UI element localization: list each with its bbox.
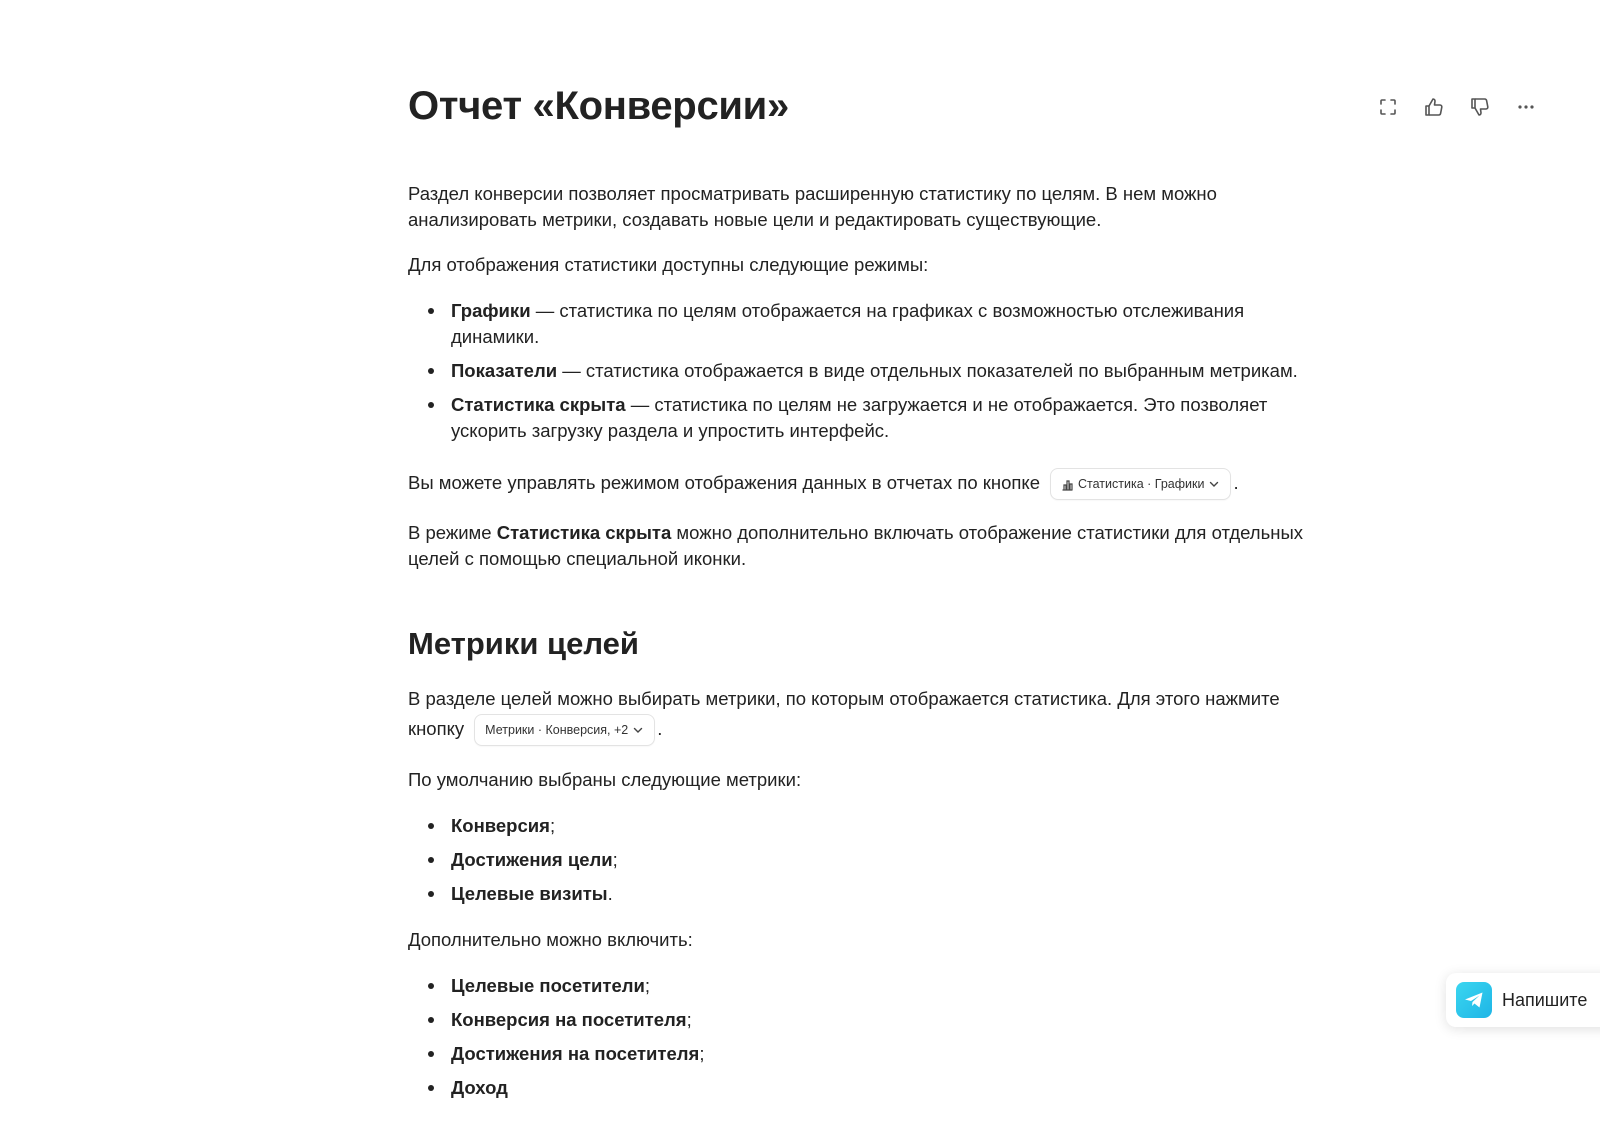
list-item bbox=[451, 1007, 1328, 1033]
list-item-tail: ; bbox=[686, 1009, 692, 1031]
statistics-mode-label: Статистика · Графики bbox=[1078, 477, 1205, 492]
list-item bbox=[451, 392, 1328, 444]
metrics-paragraph bbox=[408, 684, 1328, 746]
list-item bbox=[451, 847, 1328, 873]
hidden-mode-after: можно дополнительно включать отображение статистики для отдельных целей с помощью специальной иконки. bbox=[408, 522, 1303, 570]
list-item-tail: ; bbox=[699, 1043, 705, 1065]
list-item bbox=[451, 358, 1328, 384]
telegram-icon bbox=[1456, 982, 1492, 1018]
list-item-tail: ; bbox=[612, 849, 618, 871]
dislike-button[interactable] bbox=[1467, 94, 1493, 120]
page-title: Отчет «Конверсии» bbox=[408, 84, 789, 128]
list-item-term: Целевые посетители bbox=[451, 975, 645, 997]
fullscreen-button[interactable] bbox=[1375, 94, 1401, 120]
section-heading: Метрики целей bbox=[408, 626, 639, 662]
manage-tail: . bbox=[1233, 472, 1239, 493]
list-item bbox=[451, 1041, 1328, 1067]
modes-intro: Для отображения статистики доступны следующие режимы: bbox=[408, 254, 929, 275]
list-item-term: Графики bbox=[451, 300, 531, 321]
list-item bbox=[451, 881, 1328, 907]
list-item-text: — статистика отображается в виде отдельных показателей по выбранным метрикам. bbox=[557, 360, 1298, 381]
statistics-mode-button[interactable] bbox=[1050, 468, 1231, 500]
chevron-down-icon bbox=[1208, 478, 1220, 490]
list-item-term: Достижения цели bbox=[451, 849, 613, 871]
intro-paragraph: Раздел конверсии позволяет просматривать расширенную статистику по целям. В нем можно анализировать метрики, создавать новые цели и редактировать существующие. bbox=[408, 183, 1217, 230]
list-item bbox=[451, 973, 1328, 999]
list-item-term: Доход bbox=[451, 1077, 508, 1099]
list-item-term: Достижения на посетителя bbox=[451, 1043, 700, 1065]
list-item-term: Статистика скрыта bbox=[451, 394, 626, 415]
list-item-tail: ; bbox=[644, 975, 651, 997]
list-item bbox=[451, 298, 1328, 350]
metrics-tail: . bbox=[657, 718, 663, 740]
list-item-term: Показатели bbox=[451, 360, 558, 381]
hidden-mode-term: Статистика скрыта bbox=[496, 522, 672, 544]
metrics-text: В разделе целей можно выбирать метрики, по которым отображается статистика. Для этого нажмите кнопку bbox=[408, 688, 1280, 740]
thumbs-down-icon bbox=[1469, 96, 1491, 118]
modes-list bbox=[408, 298, 1328, 444]
list-item-tail: . bbox=[607, 883, 613, 905]
manage-paragraph bbox=[408, 468, 1328, 500]
list-item bbox=[451, 813, 1328, 839]
chat-widget-button[interactable] bbox=[1446, 973, 1600, 1027]
more-icon bbox=[1516, 97, 1536, 117]
hidden-mode-paragraph bbox=[408, 520, 1328, 572]
thumbs-up-icon bbox=[1423, 96, 1445, 118]
chat-widget-label: Напишите bbox=[1502, 989, 1588, 1010]
chevron-down-icon bbox=[632, 724, 644, 736]
metrics-select-label: Метрики · Конверсия, +2 bbox=[485, 723, 629, 738]
extra-metrics-list bbox=[408, 973, 1328, 1101]
list-item-tail: ; bbox=[549, 815, 556, 837]
like-button[interactable] bbox=[1421, 94, 1447, 120]
list-item-term: Целевые визиты bbox=[451, 883, 608, 905]
list-item-text: — статистика по целям отображается на графиках с возможностью отслеживания динамики. bbox=[451, 300, 1245, 347]
article-toolbar bbox=[1375, 94, 1539, 120]
fullscreen-icon bbox=[1378, 97, 1398, 117]
article bbox=[408, 80, 1328, 1109]
extra-metrics-intro: Дополнительно можно включить: bbox=[408, 929, 693, 951]
hidden-mode-before: В режиме bbox=[408, 522, 497, 544]
metrics-select-button[interactable] bbox=[474, 714, 655, 746]
manage-text: Вы можете управлять режимом отображения данных в отчетах по кнопке bbox=[408, 472, 1040, 493]
list-item-term: Конверсия bbox=[451, 815, 550, 837]
list-item-text: — статистика по целям не загружается и не отображается. Это позволяет ускорить загрузку раздела и упростить интерфейс. bbox=[451, 394, 1268, 441]
chart-icon bbox=[1061, 478, 1074, 491]
list-item bbox=[451, 1075, 1328, 1101]
list-item-term: Конверсия на посетителя bbox=[451, 1009, 687, 1031]
default-metrics-list bbox=[408, 813, 1328, 907]
default-metrics-intro: По умолчанию выбраны следующие метрики: bbox=[408, 769, 802, 791]
more-button[interactable] bbox=[1513, 94, 1539, 120]
